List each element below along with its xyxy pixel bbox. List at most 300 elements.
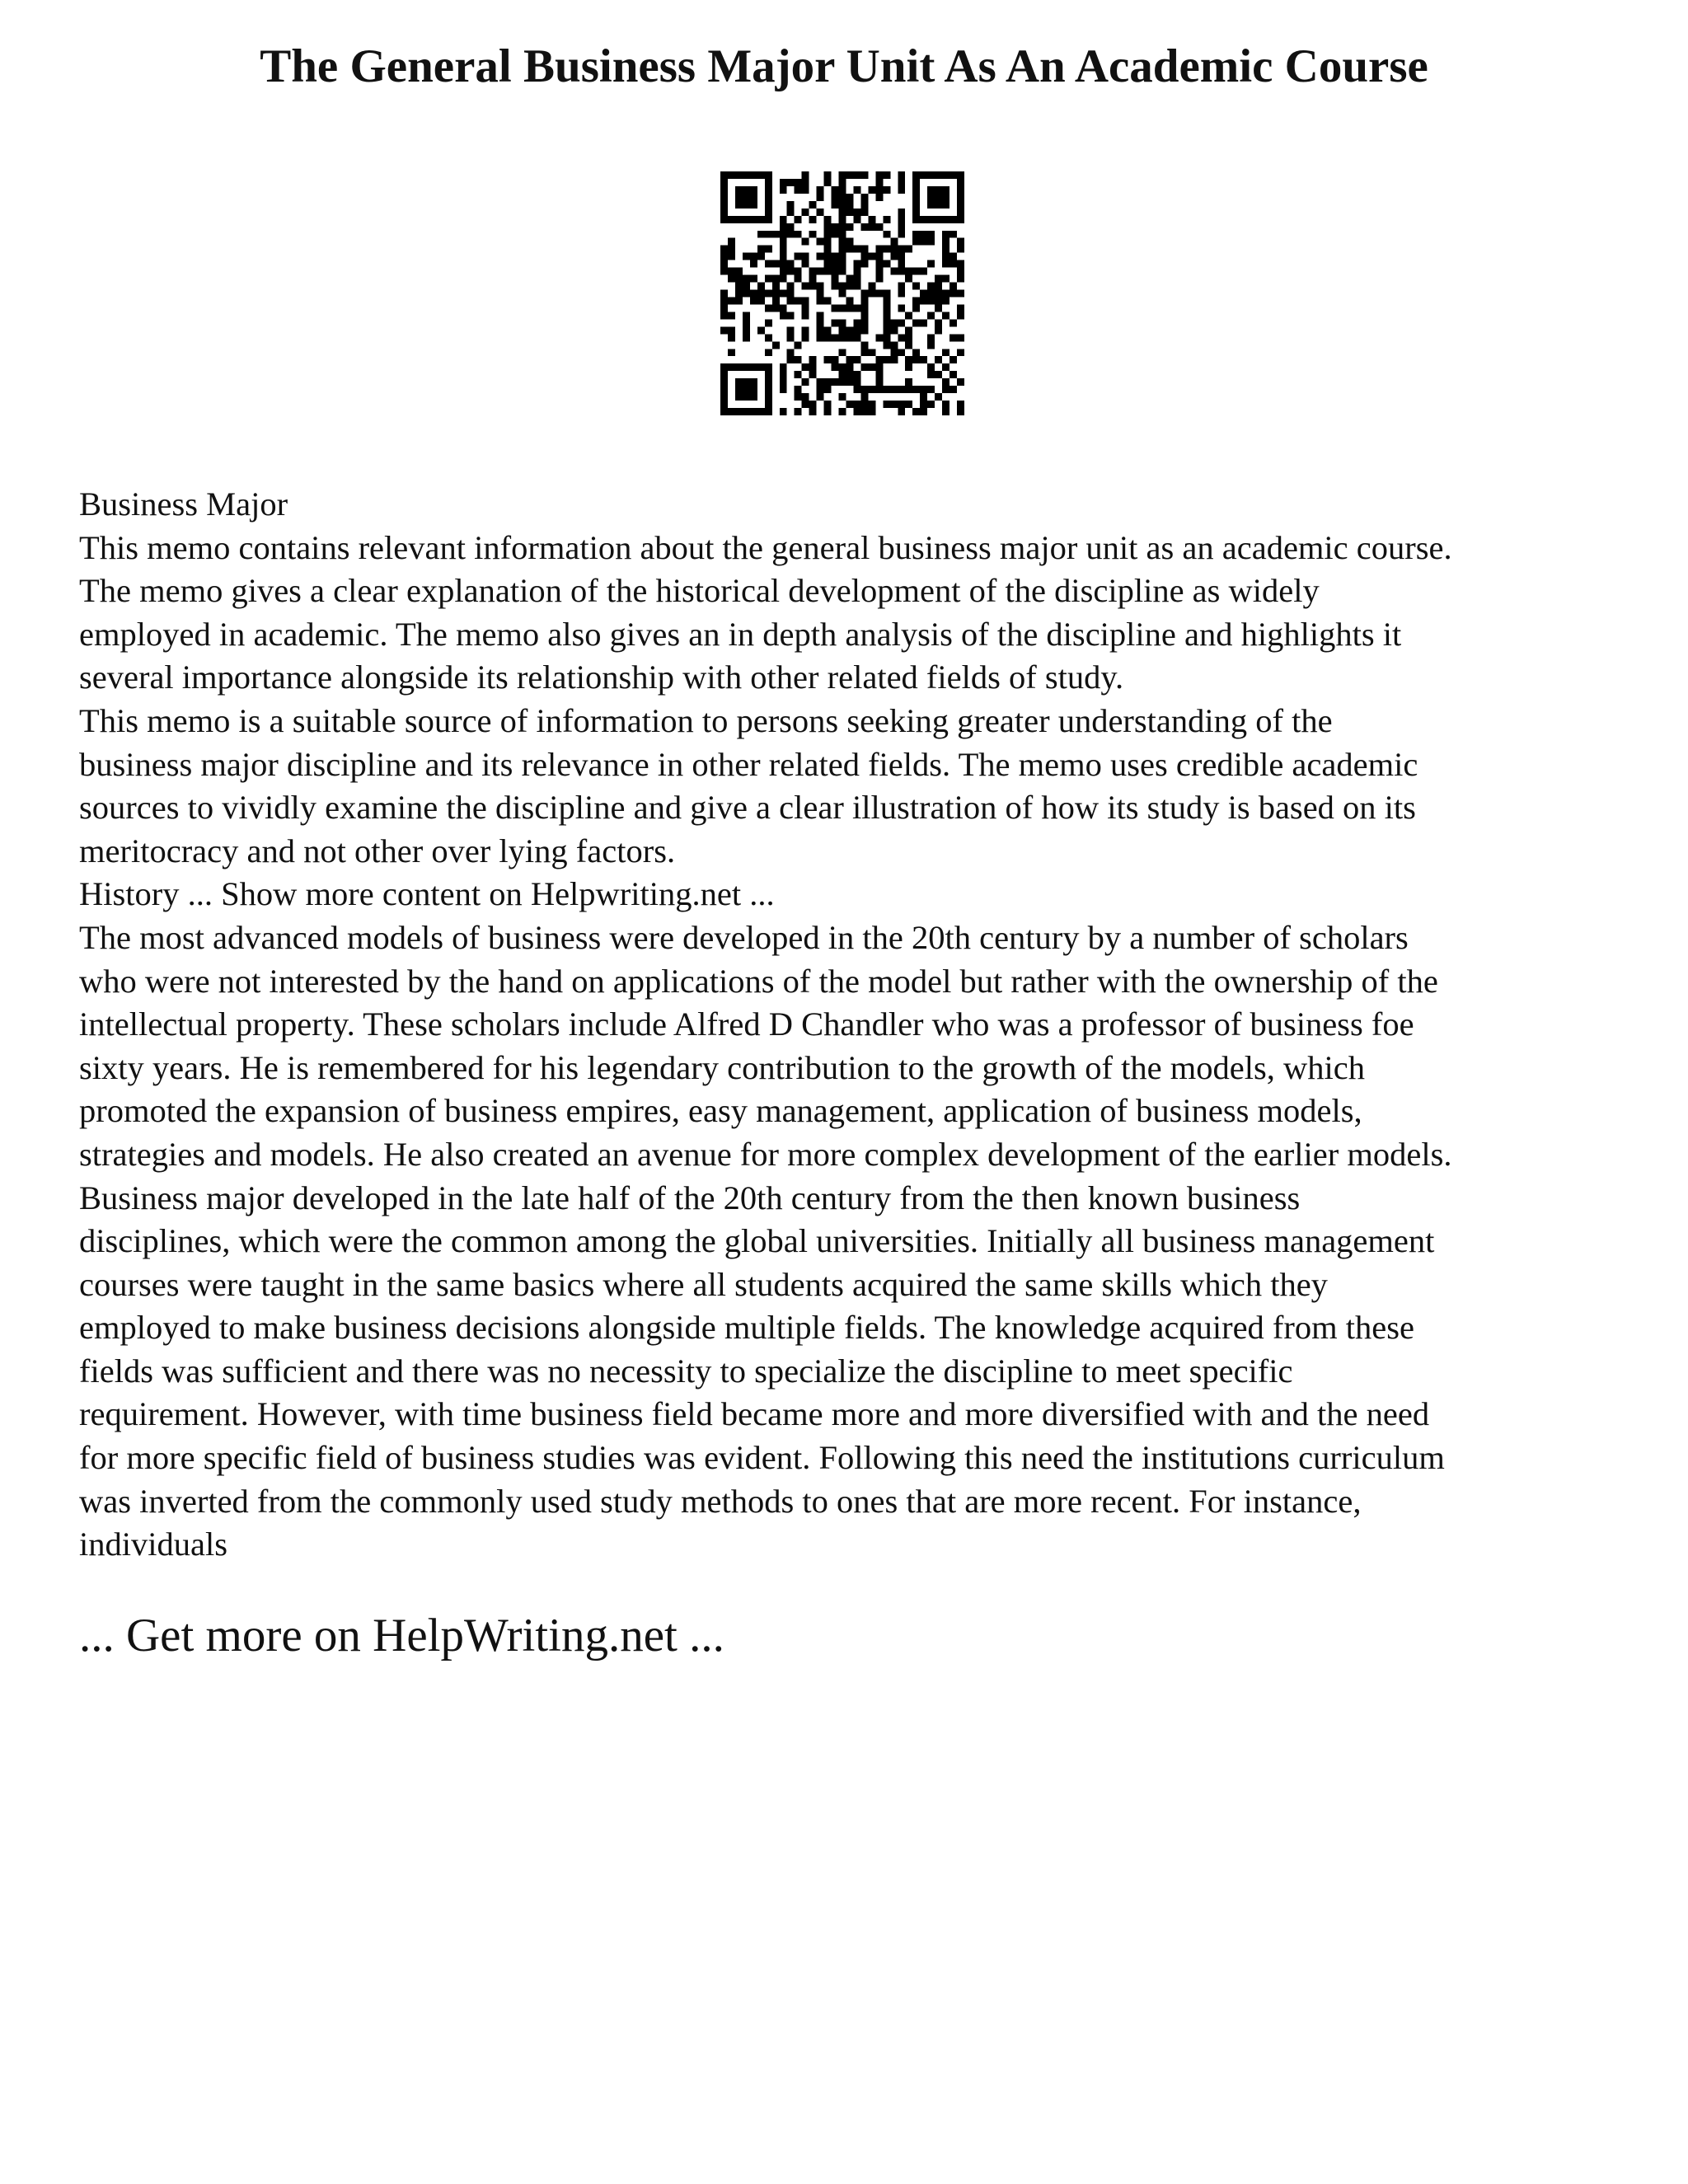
qr-module	[935, 290, 942, 298]
qr-module	[942, 246, 950, 253]
qr-module	[860, 246, 868, 253]
qr-module	[817, 297, 824, 304]
qr-module	[950, 334, 957, 341]
qr-module	[920, 401, 927, 408]
qr-module	[832, 260, 839, 268]
qr-module	[927, 371, 935, 378]
qr-module	[765, 231, 772, 238]
qr-module	[839, 194, 846, 201]
qr-module	[787, 223, 795, 231]
qr-module	[832, 356, 839, 363]
qr-module	[802, 401, 809, 408]
qr-module	[824, 238, 832, 246]
qr-module	[950, 231, 957, 238]
qr-module	[802, 304, 809, 312]
qr-module	[824, 268, 832, 275]
qr-module	[935, 275, 942, 283]
qr-module	[898, 283, 905, 290]
qr-module	[824, 326, 832, 334]
text-line: requirement. However, with time business field became more and more diversified with and the need	[79, 1395, 1430, 1433]
qr-module	[824, 171, 832, 179]
qr-module	[853, 209, 860, 216]
qr-module	[832, 275, 839, 283]
qr-module	[898, 386, 905, 393]
qr-module	[942, 349, 950, 356]
qr-module	[950, 371, 957, 378]
qr-module	[839, 334, 846, 341]
qr-module	[883, 290, 890, 298]
qr-module	[875, 260, 883, 268]
qr-module	[802, 209, 809, 216]
qr-module	[809, 363, 817, 371]
qr-module	[728, 275, 735, 283]
qr-module	[839, 223, 846, 231]
text-line: The most advanced models of business were developed in the 20th century by a number of scholars	[79, 918, 1409, 956]
qr-module	[950, 319, 957, 326]
qr-module	[824, 356, 832, 363]
qr-module	[735, 297, 743, 304]
qr-module	[846, 334, 853, 341]
qr-module	[780, 378, 787, 386]
qr-module	[824, 179, 832, 186]
qr-module	[942, 386, 950, 393]
qr-module	[853, 268, 860, 275]
qr-module	[898, 260, 905, 268]
qr-module	[728, 349, 735, 356]
text-line: courses were taught in the same basics where all students acquired the same skills which they	[79, 1265, 1328, 1303]
show-more-link[interactable]: History ... Show more content on Helpwriting.net ...	[79, 875, 775, 913]
qr-module	[942, 363, 950, 371]
qr-module	[743, 283, 750, 290]
text-line: who were not interested by the hand on applications of the model but rather with the ownership of the	[79, 962, 1438, 1000]
qr-module	[912, 386, 920, 393]
text-line: meritocracy and not other over lying factors.	[79, 832, 676, 869]
qr-module	[890, 356, 898, 363]
qr-module	[898, 179, 905, 186]
qr-module	[839, 363, 846, 371]
qr-module	[883, 304, 890, 312]
qr-module	[875, 386, 883, 393]
qr-module	[735, 283, 743, 290]
qr-module	[728, 297, 735, 304]
qr-module	[824, 408, 832, 415]
qr-module	[875, 253, 883, 260]
qr-module	[927, 283, 935, 290]
qr-module	[912, 356, 920, 363]
qr-module	[795, 297, 802, 304]
qr-module	[839, 326, 846, 334]
qr-module	[817, 312, 824, 319]
body-text	[79, 483, 1629, 1567]
qr-module	[795, 253, 802, 260]
qr-module	[780, 371, 787, 378]
qr-module	[846, 194, 853, 201]
qr-module	[868, 401, 875, 408]
qr-module	[898, 304, 905, 312]
qr-module	[860, 341, 868, 349]
qr-module	[890, 268, 898, 275]
qr-module	[780, 231, 787, 238]
qr-module	[839, 283, 846, 290]
qr-module	[824, 378, 832, 386]
qr-module	[757, 246, 765, 253]
qr-module	[912, 349, 920, 356]
qr-module	[757, 231, 765, 238]
qr-module	[839, 408, 846, 415]
qr-module	[817, 253, 824, 260]
qr-module	[832, 194, 839, 201]
qr-module	[853, 319, 860, 326]
qr-module	[898, 401, 905, 408]
get-more-link[interactable]: ... Get more on HelpWriting.net ...	[79, 1610, 724, 1661]
qr-module	[839, 349, 846, 356]
qr-module	[957, 349, 964, 356]
qr-module	[795, 408, 802, 415]
qr-module	[883, 334, 890, 341]
qr-module	[772, 341, 780, 349]
qr-module	[846, 304, 853, 312]
qr-module	[824, 386, 832, 393]
qr-module	[846, 378, 853, 386]
qr-module	[942, 401, 950, 408]
qr-module	[868, 186, 875, 194]
qr-module	[898, 231, 905, 238]
qr-module	[750, 275, 757, 283]
qr-module	[839, 378, 846, 386]
text-line: sources to vividly examine the discipline and give a clear illustration of how its study is based on its	[79, 789, 1416, 827]
qr-module	[920, 297, 927, 304]
qr-module	[817, 393, 824, 401]
text-line: This memo is a suitable source of information to persons seeking greater understanding of the	[79, 701, 1333, 739]
qr-module	[920, 231, 927, 238]
qr-module	[846, 326, 853, 334]
qr-module	[809, 201, 817, 209]
qr-module	[795, 231, 802, 238]
qr-module	[795, 356, 802, 363]
qr-module	[868, 349, 875, 356]
qr-module	[860, 253, 868, 260]
qr-module	[832, 304, 839, 312]
qr-module	[950, 260, 957, 268]
qr-module	[765, 304, 772, 312]
qr-module	[853, 408, 860, 415]
qr-module	[875, 363, 883, 371]
qr-module	[875, 171, 883, 179]
qr-module	[853, 386, 860, 393]
qr-module	[832, 223, 839, 231]
document-title: The General Business Major Unit As An Academic Course	[260, 40, 1428, 92]
qr-module	[905, 363, 912, 371]
qr-module	[787, 231, 795, 238]
text-line: employed to make business decisions alongside multiple fields. The knowledge acquired from these	[79, 1309, 1414, 1347]
qr-module	[898, 349, 905, 356]
qr-module	[743, 319, 750, 326]
qr-module	[802, 312, 809, 319]
qr-module	[920, 386, 927, 393]
qr-module	[957, 378, 964, 386]
qr-module	[846, 371, 853, 378]
qr-module	[787, 260, 795, 268]
qr-module	[780, 312, 787, 319]
qr-module	[824, 246, 832, 253]
qr-module	[905, 386, 912, 393]
qr-module	[957, 268, 964, 275]
qr-module	[839, 290, 846, 298]
qr-module	[802, 393, 809, 401]
qr-module	[920, 268, 927, 275]
qr-module	[780, 186, 787, 194]
qr-module	[839, 393, 846, 401]
qr-module	[772, 275, 780, 283]
qr-module	[780, 386, 787, 393]
qr-module	[743, 290, 750, 298]
qr-module	[890, 349, 898, 356]
qr-module	[898, 186, 905, 194]
qr-module	[809, 401, 817, 408]
qr-module	[795, 186, 802, 194]
qr-module	[802, 283, 809, 290]
qr-module	[912, 297, 920, 304]
qr-module	[860, 326, 868, 334]
text-line: strategies and models. He also created an avenue for more complex development of the earlier models.	[79, 1135, 1452, 1173]
qr-module	[743, 312, 750, 319]
qr-module	[809, 408, 817, 415]
qr-module	[839, 260, 846, 268]
qr-module	[883, 319, 890, 326]
qr-module	[875, 334, 883, 341]
qr-module	[853, 216, 860, 223]
qr-module	[780, 260, 787, 268]
qr-module	[787, 179, 795, 186]
qr-module	[883, 246, 890, 253]
qr-module	[957, 334, 964, 341]
qr-module	[832, 319, 839, 326]
qr-module	[795, 268, 802, 275]
qr-module	[817, 238, 824, 246]
qr-module	[853, 378, 860, 386]
qr-module	[817, 378, 824, 386]
qr-module	[832, 231, 839, 238]
qr-module	[839, 231, 846, 238]
qr-module	[868, 386, 875, 393]
qr-module	[927, 334, 935, 341]
qr-module	[802, 260, 809, 268]
qr-module	[809, 283, 817, 290]
text-line: business major discipline and its relevance in other related fields. The memo uses credible academic	[79, 745, 1418, 783]
qr-module	[875, 246, 883, 253]
qr-module	[802, 326, 809, 334]
qr-module	[846, 201, 853, 209]
qr-module	[920, 290, 927, 298]
qr-module	[780, 363, 787, 371]
qr-module	[860, 223, 868, 231]
qr-module	[927, 386, 935, 393]
qr-module	[809, 268, 817, 275]
qr-module	[853, 171, 860, 179]
qr-module	[787, 290, 795, 298]
qr-module	[720, 246, 728, 253]
qr-module	[950, 386, 957, 393]
qr-module	[787, 268, 795, 275]
qr-module	[846, 297, 853, 304]
qr-module	[912, 268, 920, 275]
qr-module	[765, 246, 772, 253]
qr-module	[920, 319, 927, 326]
qr-module	[853, 260, 860, 268]
qr-module	[883, 401, 890, 408]
qr-module	[839, 209, 846, 216]
qr-module	[898, 319, 905, 326]
qr-module	[868, 223, 875, 231]
text-line: This memo contains relevant information about the general business major unit as an academic course.	[79, 528, 1452, 566]
qr-module	[868, 283, 875, 290]
qr-module	[868, 363, 875, 371]
qr-module	[942, 290, 950, 298]
qr-module	[757, 297, 765, 304]
qr-module	[780, 268, 787, 275]
qr-module	[787, 283, 795, 290]
qr-module	[883, 341, 890, 349]
qr-module	[839, 179, 846, 186]
qr-module	[846, 356, 853, 363]
qr-module	[787, 312, 795, 319]
qr-module	[750, 260, 757, 268]
qr-module	[942, 297, 950, 304]
qr-module	[772, 231, 780, 238]
qr-module	[824, 297, 832, 304]
qr-module	[728, 253, 735, 260]
qr-module	[942, 378, 950, 386]
qr-module	[853, 275, 860, 283]
qr-module	[839, 171, 846, 179]
qr-module	[942, 275, 950, 283]
qr-module	[846, 401, 853, 408]
qr-module	[875, 223, 883, 231]
qr-module	[772, 290, 780, 298]
qr-module	[950, 283, 957, 290]
qr-module	[875, 194, 883, 201]
qr-module	[750, 253, 757, 260]
qr-module	[772, 297, 780, 304]
qr-module	[890, 319, 898, 326]
qr-module	[890, 326, 898, 334]
qr-module	[728, 268, 735, 275]
qr-module	[942, 260, 950, 268]
qr-module	[868, 253, 875, 260]
qr-module	[735, 268, 743, 275]
qr-module	[860, 408, 868, 415]
qr-module	[883, 297, 890, 304]
qr-module	[860, 297, 868, 304]
qr-module	[728, 246, 735, 253]
qr-module	[772, 283, 780, 290]
qr-module	[787, 356, 795, 363]
qr-module	[860, 171, 868, 179]
qr-module	[860, 290, 868, 298]
qr-module	[860, 319, 868, 326]
qr-module	[935, 297, 942, 304]
qr-module	[927, 238, 935, 246]
qr-module	[832, 334, 839, 341]
qr-module	[890, 341, 898, 349]
qr-module	[817, 194, 824, 201]
qr-module	[832, 363, 839, 371]
qr-module	[839, 371, 846, 378]
qr-module	[957, 275, 964, 283]
qr-module	[802, 186, 809, 194]
qr-module	[883, 216, 890, 223]
qr-module	[883, 312, 890, 319]
qr-module	[898, 253, 905, 260]
qr-module	[728, 326, 735, 334]
qr-module	[743, 334, 750, 341]
qr-module	[787, 297, 795, 304]
qr-module	[898, 246, 905, 253]
qr-module	[912, 319, 920, 326]
qr-module	[957, 408, 964, 415]
qr-module	[883, 231, 890, 238]
qr-module	[868, 408, 875, 415]
qr-module	[942, 408, 950, 415]
qr-module	[765, 334, 772, 341]
qr-module	[898, 408, 905, 415]
qr-module	[809, 275, 817, 283]
qr-module	[824, 253, 832, 260]
qr-module	[780, 216, 787, 223]
qr-module	[765, 275, 772, 283]
qr-module	[853, 371, 860, 378]
qr-module	[757, 290, 765, 298]
qr-module	[875, 268, 883, 275]
qr-module	[957, 260, 964, 268]
qr-module	[927, 297, 935, 304]
text-line: employed in academic. The memo also gives an in depth analysis of the discipline and highlights it	[79, 615, 1402, 653]
qr-module	[743, 326, 750, 334]
qr-module	[743, 253, 750, 260]
text-line: for more specific field of business studies was evident. Following this need the institutions curriculum	[79, 1439, 1445, 1477]
qr-module	[846, 171, 853, 179]
qr-module	[743, 275, 750, 283]
qr-module	[772, 304, 780, 312]
qr-module	[765, 349, 772, 356]
qr-module	[860, 304, 868, 312]
text-line: intellectual property. These scholars include Alfred D Chandler who was a professor of business foe	[79, 1005, 1414, 1043]
qr-module	[720, 253, 728, 260]
qr-module	[957, 246, 964, 253]
qr-module	[846, 223, 853, 231]
qr-module	[950, 290, 957, 298]
qr-module	[860, 393, 868, 401]
qr-module	[728, 312, 735, 319]
qr-module	[795, 393, 802, 401]
qr-module	[839, 253, 846, 260]
qr-module	[824, 334, 832, 341]
qr-module	[875, 356, 883, 363]
qr-module	[905, 326, 912, 334]
qr-module	[898, 209, 905, 216]
qr-module	[720, 290, 728, 298]
qr-module	[832, 186, 839, 194]
qr-module	[927, 260, 935, 268]
qr-module	[912, 238, 920, 246]
qr-module	[802, 171, 809, 179]
text-line: several importance alongside its relationship with other related fields of study.	[79, 658, 1124, 696]
qr-module	[787, 201, 795, 209]
qr-module	[860, 349, 868, 356]
qr-module	[846, 238, 853, 246]
qr-module	[898, 216, 905, 223]
qr-module	[795, 386, 802, 393]
